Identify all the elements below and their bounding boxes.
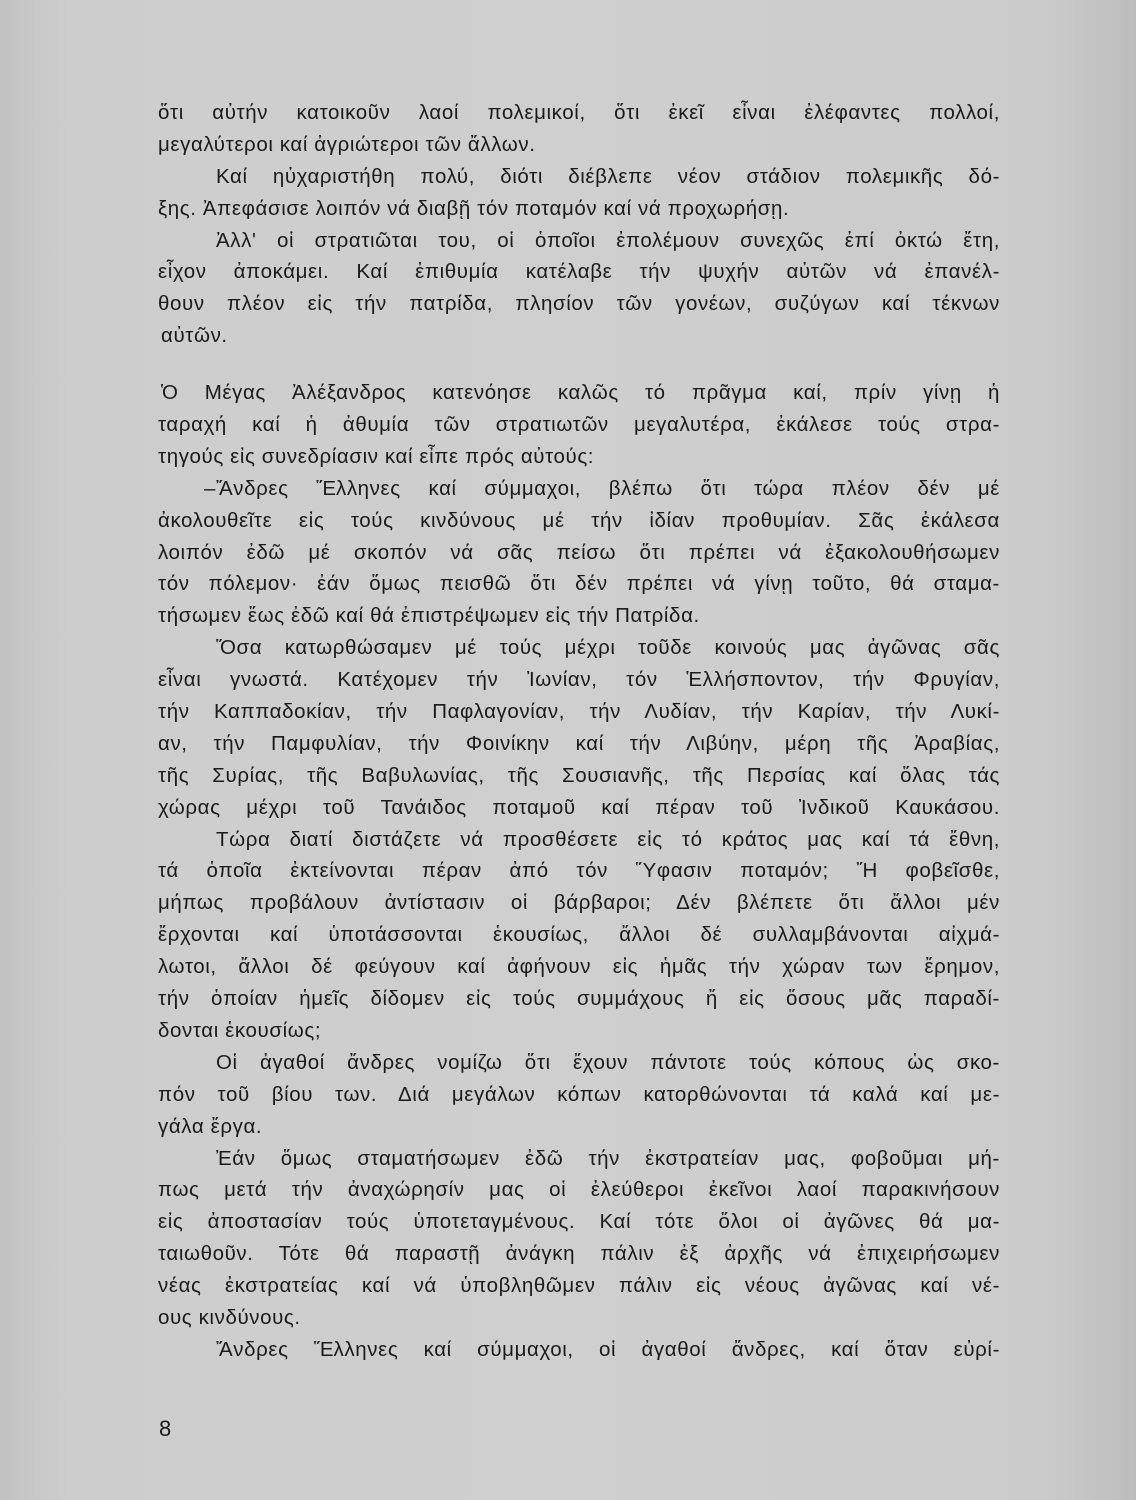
text-line: ταραχή καί ἡ ἀθυμία τῶν στρατιωτῶν μεγαλυτέρα, ἐκάλεσε τούς στρα- — [158, 413, 1000, 437]
paragraph-gap — [158, 352, 1000, 377]
text-line: τόν πόλεμον· ἐάν ὅμως πεισθῶ ὅτι δέν πρέπει νά γίνῃ τοῦτο, θά σταμα- — [158, 572, 1000, 596]
text-line: Ὅσα κατωρθώσαμεν μέ τούς μέχρι τοῦδε κοινούς μας ἀγῶνας σᾶς — [216, 636, 1000, 660]
text-line: τήν ὁποίαν ἡμεῖς δίδομεν εἰς τούς συμμάχους ἤ εἰς ὅσους μᾶς παραδί- — [158, 987, 1000, 1011]
text-line: αν, τήν Παμφυλίαν, τήν Φοινίκην καί τήν Λιβύην, μέρη τῆς Ἀραβίας, — [158, 731, 1000, 755]
text-line: ους κινδύνους. — [158, 1305, 301, 1329]
text-line: νέας ἐκστρατείας καί νά ὑποβληθῶμεν πάλιν εἰς νέους ἀγῶνας καί νέ- — [158, 1274, 1000, 1298]
text-line: πόν τοῦ βίου των. Διά μεγάλων κόπων κατορθώνονται τά καλά καί με- — [158, 1082, 1000, 1106]
text-line: εἰς ἀποστασίαν τούς ὑποτεταγμένους. Καί τότε ὅλοι οἱ ἀγῶνες θά μα- — [158, 1210, 1000, 1234]
text-line: Ὁ Μέγας Ἀλέξανδρος κατενόησε καλῶς τό πρᾶγμα καί, πρίν γίνῃ ἡ — [161, 381, 1000, 405]
page-number: 8 — [159, 1416, 172, 1441]
text-line: λωτοι, ἄλλοι δέ φεύγουν καί ἀφήνουν εἰς ἡμᾶς τήν χώραν των ἔρημον, — [158, 955, 1000, 979]
text-line: ταιωθοῦν. Τότε θά παραστῇ ἀνάγκη πάλιν ἐξ ἀρχῆς νά ἐπιχειρήσωμεν — [158, 1242, 1000, 1266]
text-line: Καί ηὐχαριστήθη πολύ, διότι διέβλεπε νέον στάδιον πολεμικῆς δό- — [216, 164, 1000, 188]
text-line: τῆς Συρίας, τῆς Βαβυλωνίας, τῆς Σουσιανῆς, τῆς Περσίας καί ὅλας τάς — [158, 763, 1000, 787]
text-line: τηγούς εἰς συνεδρίασιν καί εἶπε πρός αὐτούς: — [158, 444, 595, 468]
text-line: Ἄνδρες Ἕλληνες καί σύμμαχοι, οἱ ἀγαθοί ἄνδρες, καί ὅταν εὐρί- — [216, 1337, 1000, 1361]
text-line: εἶχον ἀποκάμει. Καί ἐπιθυμία κατέλαβε τήν ψυχήν αὐτῶν νά ἐπανέλ- — [158, 260, 1000, 284]
text-line: λοιπόν ἐδῶ μέ σκοπόν νά σᾶς πείσω ὅτι πρέπει νά ἐξακολουθήσωμεν — [158, 540, 1000, 564]
text-line: ἔρχονται καί ὑποτάσσονται ἑκουσίως, ἄλλοι δέ συλλαμβάνονται αἰχμά- — [158, 923, 1000, 947]
text-line: δονται ἑκουσίως; — [158, 1018, 322, 1042]
text-line: Ἀλλ' οἱ στρατιῶται του, οἱ ὁποῖοι ἐπολέμουν συνεχῶς ἐπί ὀκτώ ἔτη, — [216, 228, 1000, 252]
text-line: Τώρα διατί διστάζετε νά προσθέσετε εἰς τό κράτος μας καί τά ἔθνη, — [216, 827, 1000, 851]
text-line: ὅτι αὐτήν κατοικοῦν λαοί πολεμικοί, ὅτι ἐκεῖ εἶναι ἐλέφαντες πολλοί, — [158, 101, 1000, 124]
text-line: ἀκολουθεῖτε εἰς τούς κινδύνους μέ τήν ἰδίαν προθυμίαν. Σᾶς ἐκάλεσα — [158, 508, 1000, 532]
text-line: πως μετά τήν ἀναχώρησίν μας οἱ ἐλεύθεροι ἐκεῖνοι λαοί παρακινήσουν — [158, 1178, 1000, 1202]
text-line: γάλα ἔργα. — [158, 1114, 263, 1138]
text-line: εἶναι γνωστά. Κατέχομεν τήν Ἰωνίαν, τόν Ἑλλήσποντον, τήν Φρυγίαν, — [158, 668, 1000, 692]
text-line: χώρας μέχρι τοῦ Τανάιδος ποταμοῦ καί πέραν τοῦ Ἰνδικοῦ Καυκάσου. — [158, 795, 1000, 819]
text-line: τά ὁποῖα ἐκτείνονται πέραν ἀπό τόν Ὕφασιν ποταμόν; Ἤ φοβεῖσθε, — [158, 859, 1000, 883]
text-line: Οἱ ἀγαθοί ἄνδρες νομίζω ὅτι ἔχουν πάντοτε τούς κόπους ὡς σκο- — [216, 1050, 1000, 1074]
text-line: ξης. Ἀπεφάσισε λοιπόν νά διαβῇ τόν ποταμόν καί νά προχωρήσῃ. — [158, 196, 790, 220]
text-line: –Ἄνδρες Ἕλληνες καί σύμμαχοι, βλέπω ὅτι τώρα πλέον δέν μέ — [204, 476, 1000, 500]
text-line: τήσωμεν ἕως ἐδῶ καί θά ἐπιστρέψωμεν εἰς τήν Πατρίδα. — [158, 604, 700, 628]
page-body-text — [158, 97, 1000, 1366]
text-line: αὐτῶν. — [161, 324, 228, 348]
text-line: Ἐάν ὅμως σταματήσωμεν ἐδῶ τήν ἐκστρατείαν μας, φοβοῦμαι μή- — [216, 1146, 1000, 1170]
text-line: θουν πλέον εἰς τήν πατρίδα, πλησίον τῶν γονέων, συζύγων καί τέκνων — [158, 292, 1000, 316]
text-line: μήπως προβάλουν ἀντίστασιν οἱ βάρβαροι; Δέν βλέπετε ὅτι ἄλλοι μέν — [158, 891, 1000, 915]
text-line: τήν Καππαδοκίαν, τήν Παφλαγονίαν, τήν Λυδίαν, τήν Καρίαν, τήν Λυκί- — [158, 700, 1000, 724]
text-line: μεγαλύτεροι καί ἀγριώτεροι τῶν ἄλλων. — [158, 132, 536, 156]
